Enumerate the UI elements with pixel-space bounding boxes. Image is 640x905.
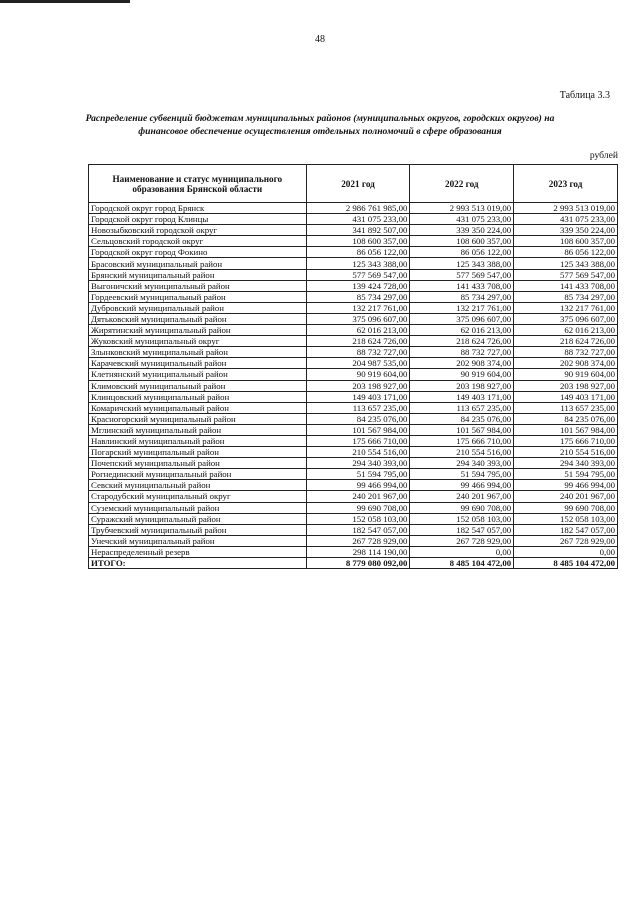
value-2022-cell: 132 217 761,00 — [410, 302, 514, 313]
municipality-name-cell: Почепский муниципальный район — [89, 458, 307, 469]
municipality-name-cell: Дятьковский муниципальный район — [89, 313, 307, 324]
document-heading: Распределение субвенций бюджетам муниципальных районов (муниципальных округов, городских округов) на финансовое обеспечение осуществления отдельных полномочий в сфере образования — [85, 113, 555, 137]
value-2023-cell: 149 403 171,00 — [514, 391, 618, 402]
value-2022-cell: 113 657 235,00 — [410, 402, 514, 413]
value-2022-cell: 152 058 103,00 — [410, 513, 514, 524]
value-2022-cell: 267 728 929,00 — [410, 535, 514, 546]
municipality-name-cell: Суражский муниципальный район — [89, 513, 307, 524]
value-2021-cell: 84 235 076,00 — [306, 413, 410, 424]
value-2021-cell: 240 201 967,00 — [306, 491, 410, 502]
value-2021-cell: 431 075 233,00 — [306, 214, 410, 225]
value-2021-cell: 51 594 795,00 — [306, 469, 410, 480]
header-2021: 2021 год — [306, 165, 410, 203]
table-row — [89, 458, 618, 469]
municipality-name-cell: Выгоничский муниципальный район — [89, 280, 307, 291]
value-2021-cell: 152 058 103,00 — [306, 513, 410, 524]
value-2021-cell: 204 987 535,00 — [306, 358, 410, 369]
value-2021-cell: 203 198 927,00 — [306, 380, 410, 391]
value-2022-cell: 210 554 516,00 — [410, 447, 514, 458]
municipality-name-cell: Городской округ город Клинцы — [89, 214, 307, 225]
municipality-name-cell: Дубровский муниципальный район — [89, 302, 307, 313]
value-2022-cell: 375 096 607,00 — [410, 313, 514, 324]
value-2023-cell: 218 624 726,00 — [514, 336, 618, 347]
table-row — [89, 413, 618, 424]
value-2023-cell: 141 433 708,00 — [514, 280, 618, 291]
table-row — [89, 269, 618, 280]
table-row — [89, 502, 618, 513]
value-2022-cell: 149 403 171,00 — [410, 391, 514, 402]
municipality-name-cell: Унечский муниципальный район — [89, 535, 307, 546]
value-2021-cell: 375 096 607,00 — [306, 313, 410, 324]
value-2021-cell: 218 624 726,00 — [306, 336, 410, 347]
municipality-name-cell: Трубчевский муниципальный район — [89, 524, 307, 535]
value-2022-cell: 88 732 727,00 — [410, 347, 514, 358]
value-2022-cell: 339 350 224,00 — [410, 225, 514, 236]
value-2022-cell: 175 666 710,00 — [410, 435, 514, 446]
page-number: 48 — [315, 34, 325, 45]
value-2022-cell: 85 734 297,00 — [410, 291, 514, 302]
value-2022-cell: 90 919 604,00 — [410, 369, 514, 380]
value-2023-cell: 152 058 103,00 — [514, 513, 618, 524]
value-2022-cell: 101 567 984,00 — [410, 424, 514, 435]
table-row — [89, 546, 618, 557]
value-2022-cell: 202 908 374,00 — [410, 358, 514, 369]
municipality-name-cell: Клетнянский муниципальный район — [89, 369, 307, 380]
table-row — [89, 535, 618, 546]
value-2021-cell: 149 403 171,00 — [306, 391, 410, 402]
table-row — [89, 369, 618, 380]
total-label: ИТОГО: — [89, 558, 307, 569]
value-2021-cell: 182 547 057,00 — [306, 524, 410, 535]
value-2023-cell: 108 600 357,00 — [514, 236, 618, 247]
table-row — [89, 513, 618, 524]
value-2023-cell: 99 690 708,00 — [514, 502, 618, 513]
value-2023-cell: 88 732 727,00 — [514, 347, 618, 358]
value-2023-cell: 90 919 604,00 — [514, 369, 618, 380]
table-row — [89, 380, 618, 391]
table-row — [89, 236, 618, 247]
municipality-name-cell: Севский муниципальный район — [89, 480, 307, 491]
value-2021-cell: 108 600 357,00 — [306, 236, 410, 247]
value-2022-cell: 84 235 076,00 — [410, 413, 514, 424]
value-2023-cell: 267 728 929,00 — [514, 535, 618, 546]
table-row — [89, 402, 618, 413]
municipality-name-cell: Брянский муниципальный район — [89, 269, 307, 280]
value-2022-cell: 51 594 795,00 — [410, 469, 514, 480]
table-body — [89, 203, 618, 558]
municipality-name-cell: Красногорский муниципальный район — [89, 413, 307, 424]
top-rule — [0, 0, 130, 3]
municipality-name-cell: Жирятинский муниципальный район — [89, 325, 307, 336]
value-2021-cell: 298 114 190,00 — [306, 546, 410, 557]
table-row — [89, 247, 618, 258]
value-2023-cell: 86 056 122,00 — [514, 247, 618, 258]
total-2022: 8 485 104 472,00 — [410, 558, 514, 569]
table-row — [89, 225, 618, 236]
value-2022-cell: 431 075 233,00 — [410, 214, 514, 225]
value-2023-cell: 132 217 761,00 — [514, 302, 618, 313]
table-row — [89, 336, 618, 347]
total-2021: 8 779 080 092,00 — [306, 558, 410, 569]
municipality-name-cell: Стародубский муниципальный округ — [89, 491, 307, 502]
value-2022-cell: 2 993 513 019,00 — [410, 203, 514, 214]
table-row — [89, 480, 618, 491]
table-row — [89, 469, 618, 480]
value-2021-cell: 294 340 393,00 — [306, 458, 410, 469]
value-2022-cell: 218 624 726,00 — [410, 336, 514, 347]
value-2023-cell: 2 993 513 019,00 — [514, 203, 618, 214]
municipality-name-cell: Сельцовский городской округ — [89, 236, 307, 247]
total-row — [89, 558, 618, 569]
table-row — [89, 325, 618, 336]
value-2023-cell: 577 569 547,00 — [514, 269, 618, 280]
table-row — [89, 203, 618, 214]
municipality-name-cell: Навлинский муниципальный район — [89, 435, 307, 446]
municipality-name-cell: Городской округ город Фокино — [89, 247, 307, 258]
value-2022-cell: 62 016 213,00 — [410, 325, 514, 336]
table-row — [89, 313, 618, 324]
value-2022-cell: 294 340 393,00 — [410, 458, 514, 469]
value-2023-cell: 202 908 374,00 — [514, 358, 618, 369]
table-row — [89, 347, 618, 358]
value-2022-cell: 86 056 122,00 — [410, 247, 514, 258]
header-municipality: Наименование и статус муниципального образования Брянской области — [89, 165, 307, 203]
municipality-name-cell: Жуковский муниципальный округ — [89, 336, 307, 347]
value-2021-cell: 577 569 547,00 — [306, 269, 410, 280]
municipality-name-cell: Рогнединский муниципальный район — [89, 469, 307, 480]
municipality-name-cell: Мглинский муниципальный район — [89, 424, 307, 435]
municipality-name-cell: Новозыбковский городской округ — [89, 225, 307, 236]
value-2021-cell: 62 016 213,00 — [306, 325, 410, 336]
municipality-name-cell: Комаричский муниципальный район — [89, 402, 307, 413]
table-row — [89, 447, 618, 458]
value-2022-cell: 0,00 — [410, 546, 514, 557]
table-row — [89, 435, 618, 446]
table-row — [89, 491, 618, 502]
value-2023-cell: 84 235 076,00 — [514, 413, 618, 424]
value-2022-cell: 577 569 547,00 — [410, 269, 514, 280]
value-2023-cell: 175 666 710,00 — [514, 435, 618, 446]
table-row — [89, 358, 618, 369]
municipality-name-cell: Нераспределенный резерв — [89, 546, 307, 557]
value-2022-cell: 99 466 994,00 — [410, 480, 514, 491]
header-2023: 2023 год — [514, 165, 618, 203]
value-2023-cell: 375 096 607,00 — [514, 313, 618, 324]
value-2023-cell: 125 343 388,00 — [514, 258, 618, 269]
value-2021-cell: 175 666 710,00 — [306, 435, 410, 446]
municipality-name-cell: Карачевский муниципальный район — [89, 358, 307, 369]
municipality-name-cell: Суземский муниципальный район — [89, 502, 307, 513]
municipality-name-cell: Гордеевский муниципальный район — [89, 291, 307, 302]
value-2023-cell: 294 340 393,00 — [514, 458, 618, 469]
value-2021-cell: 341 892 507,00 — [306, 225, 410, 236]
value-2021-cell: 139 424 728,00 — [306, 280, 410, 291]
value-2022-cell: 141 433 708,00 — [410, 280, 514, 291]
value-2022-cell: 240 201 967,00 — [410, 491, 514, 502]
value-2021-cell: 99 466 994,00 — [306, 480, 410, 491]
table-row — [89, 302, 618, 313]
value-2022-cell: 203 198 927,00 — [410, 380, 514, 391]
value-2021-cell: 99 690 708,00 — [306, 502, 410, 513]
value-2022-cell: 125 343 388,00 — [410, 258, 514, 269]
value-2023-cell: 51 594 795,00 — [514, 469, 618, 480]
value-2021-cell: 210 554 516,00 — [306, 447, 410, 458]
table-header-row — [89, 165, 618, 203]
table-row — [89, 214, 618, 225]
value-2023-cell: 62 016 213,00 — [514, 325, 618, 336]
value-2023-cell: 0,00 — [514, 546, 618, 557]
value-2021-cell: 85 734 297,00 — [306, 291, 410, 302]
value-2023-cell: 210 554 516,00 — [514, 447, 618, 458]
value-2023-cell: 101 567 984,00 — [514, 424, 618, 435]
value-2023-cell: 182 547 057,00 — [514, 524, 618, 535]
value-2023-cell: 99 466 994,00 — [514, 480, 618, 491]
value-2023-cell: 339 350 224,00 — [514, 225, 618, 236]
value-2021-cell: 132 217 761,00 — [306, 302, 410, 313]
value-2023-cell: 85 734 297,00 — [514, 291, 618, 302]
value-2023-cell: 240 201 967,00 — [514, 491, 618, 502]
header-2022: 2022 год — [410, 165, 514, 203]
municipality-name-cell: Клинцовский муниципальный район — [89, 391, 307, 402]
table-row — [89, 524, 618, 535]
value-2021-cell: 86 056 122,00 — [306, 247, 410, 258]
value-2021-cell: 90 919 604,00 — [306, 369, 410, 380]
value-2021-cell: 88 732 727,00 — [306, 347, 410, 358]
table-row — [89, 280, 618, 291]
total-2023: 8 485 104 472,00 — [514, 558, 618, 569]
municipality-name-cell: Брасовский муниципальный район — [89, 258, 307, 269]
table-row — [89, 291, 618, 302]
value-2023-cell: 203 198 927,00 — [514, 380, 618, 391]
value-2021-cell: 267 728 929,00 — [306, 535, 410, 546]
value-2021-cell: 101 567 984,00 — [306, 424, 410, 435]
value-2022-cell: 99 690 708,00 — [410, 502, 514, 513]
value-2022-cell: 108 600 357,00 — [410, 236, 514, 247]
value-2021-cell: 125 343 388,00 — [306, 258, 410, 269]
table-row — [89, 424, 618, 435]
value-2021-cell: 113 657 235,00 — [306, 402, 410, 413]
subventions-table — [88, 164, 618, 569]
value-2023-cell: 431 075 233,00 — [514, 214, 618, 225]
value-2022-cell: 182 547 057,00 — [410, 524, 514, 535]
units-label: рублей — [589, 150, 618, 161]
table-label: Таблица 3.3 — [559, 90, 610, 101]
municipality-name-cell: Погарский муниципальный район — [89, 447, 307, 458]
value-2023-cell: 113 657 235,00 — [514, 402, 618, 413]
table-row — [89, 258, 618, 269]
table-row — [89, 391, 618, 402]
municipality-name-cell: Климовский муниципальный район — [89, 380, 307, 391]
municipality-name-cell: Злынковский муниципальный район — [89, 347, 307, 358]
municipality-name-cell: Городской округ город Брянск — [89, 203, 307, 214]
value-2021-cell: 2 986 761 985,00 — [306, 203, 410, 214]
